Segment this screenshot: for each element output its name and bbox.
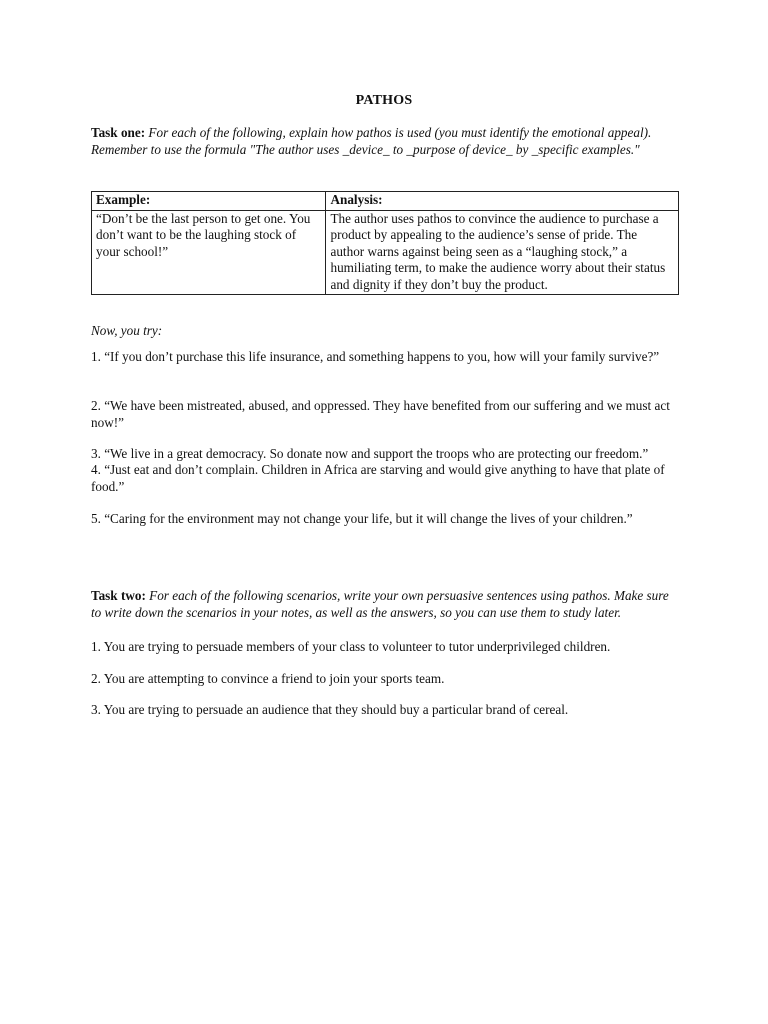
table-header-analysis: Analysis:: [326, 192, 679, 211]
list-item: 1. “If you don’t purchase this life insurance, and something happens to you, how will your family survive?”: [91, 349, 660, 364]
list-item: 4. “Just eat and don’t complain. Children in Africa are starving and would give anything to have that plate of food.”: [91, 462, 665, 494]
task-two-label: Task two:: [91, 588, 150, 603]
analysis-cell: The author uses pathos to convince the audience to purchase a product by appealing to the audience’s sense of pride. The author warns against being seen as a “laughing stock,” a humiliating term, to make the audience worry about their status and dignity if they don’t buy the product.: [326, 210, 679, 295]
task-two-block: [91, 588, 681, 621]
table-header-example: Example:: [92, 192, 326, 211]
task-one-instruction: For each of the following, explain how pathos is used (you must identify the emotional appeal). Remember to use the formula "The author uses _device_ to _purpose of device_ by _specific examples.": [91, 125, 652, 157]
task-one-label: Task one:: [91, 125, 149, 140]
scenario-item: 2. You are attempting to convince a friend to join your sports team.: [91, 671, 445, 686]
scenario-item: 3. You are trying to persuade an audience that they should buy a particular brand of cereal.: [91, 702, 569, 717]
example-table: [91, 191, 679, 295]
now-you-try-label: Now, you try:: [91, 323, 163, 338]
task-two-instruction: For each of the following scenarios, write your own persuasive sentences using pathos. Make sure to write down the scenarios in your notes, as well as the answers, so you can use them to study later.: [91, 588, 669, 620]
list-item: 5. “Caring for the environment may not change your life, but it will change the lives of your children.”: [91, 511, 633, 526]
task-one-block: [91, 125, 681, 158]
table-header-row: [92, 192, 679, 211]
scenario-item: 1. You are trying to persuade members of your class to volunteer to tutor underprivileged children.: [91, 639, 611, 654]
list-item: 2. “We have been mistreated, abused, and oppressed. They have benefited from our suffering and we must act now!”: [91, 398, 670, 430]
page-title: PATHOS: [355, 93, 413, 108]
table-row: [92, 210, 679, 295]
list-item: 3. “We live in a great democracy. So donate now and support the troops who are protecting our freedom.”: [91, 446, 649, 461]
example-cell: “Don’t be the last person to get one. You don’t want to be the laughing stock of your school!”: [92, 210, 326, 295]
